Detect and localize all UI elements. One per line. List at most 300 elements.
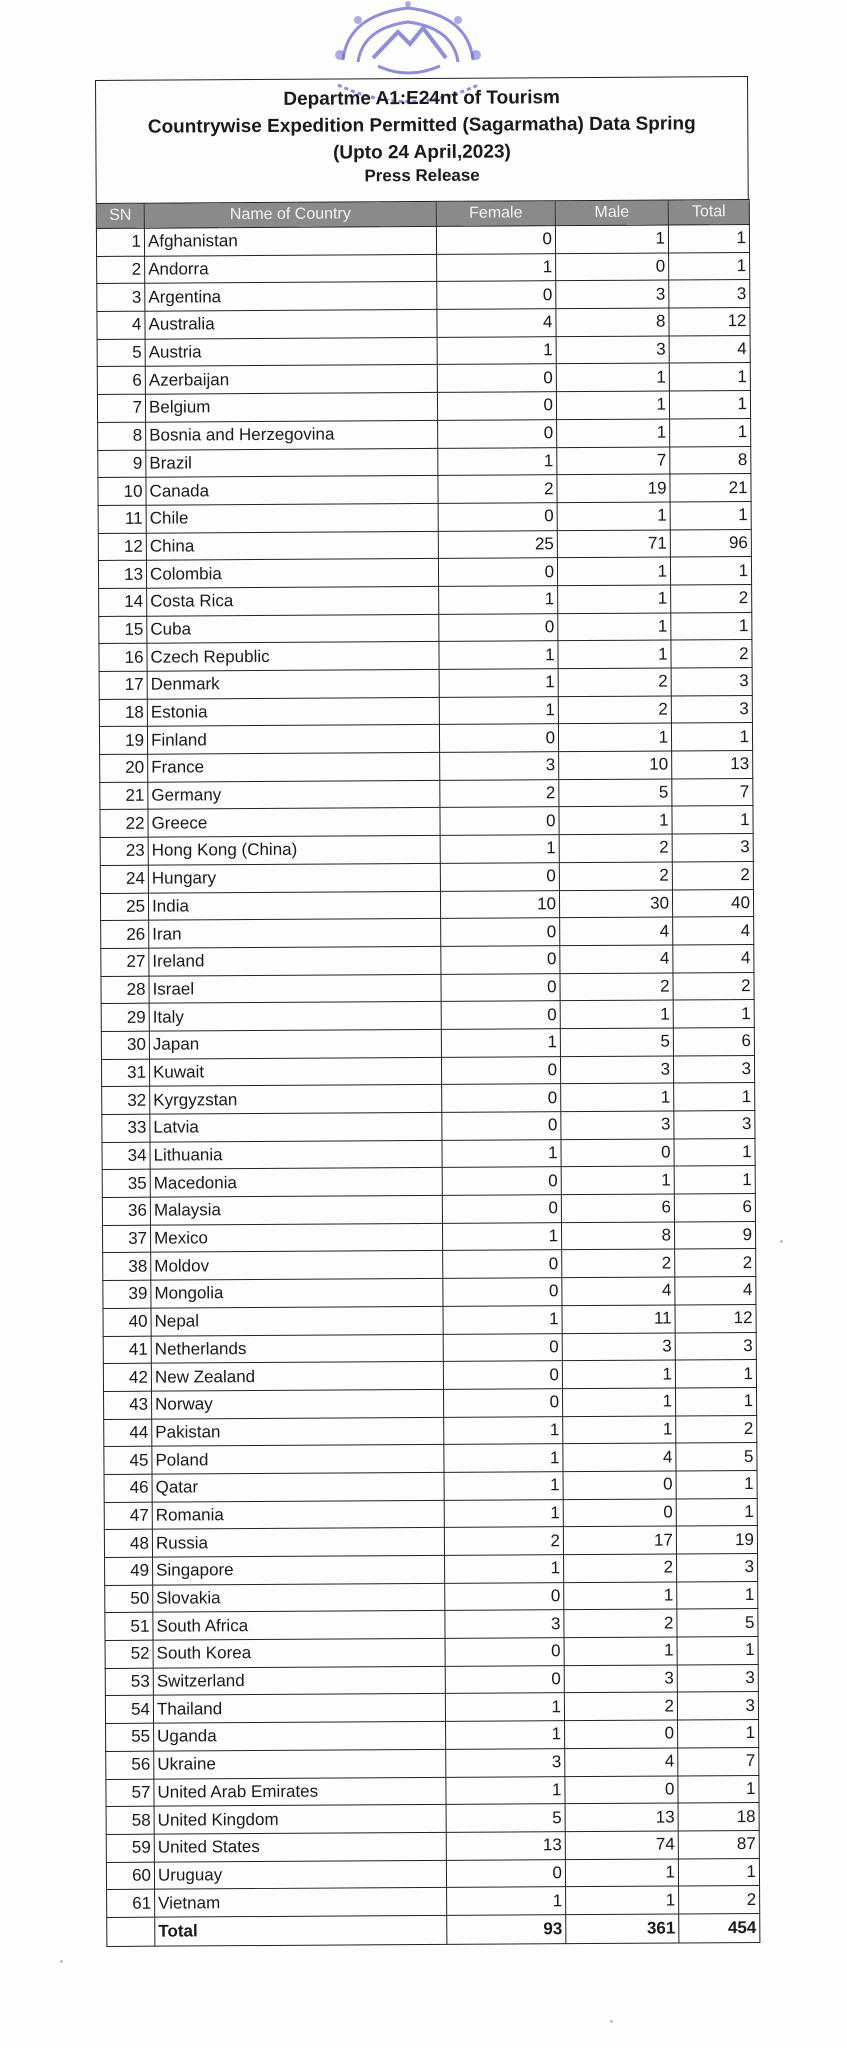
table-row xyxy=(97,252,750,284)
row-country: Australia xyxy=(145,309,437,338)
table-row xyxy=(99,695,752,727)
row-male: 2 xyxy=(564,1554,677,1582)
row-total: 5 xyxy=(677,1609,758,1637)
press-release-sheet xyxy=(95,76,759,1947)
row-female: 0 xyxy=(437,281,556,309)
row-female: 3 xyxy=(440,752,559,780)
row-total: 1 xyxy=(678,1720,759,1748)
table-row xyxy=(102,1110,755,1142)
table-row xyxy=(106,1803,759,1835)
row-total: 1 xyxy=(669,391,750,419)
row-country: Denmark xyxy=(147,669,439,698)
row-sn: 61 xyxy=(107,1889,155,1917)
table-row xyxy=(103,1277,756,1309)
table-row xyxy=(98,501,751,533)
row-total: 1 xyxy=(671,723,752,751)
department-title: Departme A1:E24nt of Tourism xyxy=(283,87,560,110)
row-country: Italy xyxy=(149,1002,441,1031)
row-female: 0 xyxy=(446,1859,565,1887)
row-male: 74 xyxy=(565,1831,678,1859)
row-female: 1 xyxy=(447,1887,566,1915)
row-male: 2 xyxy=(559,862,672,890)
row-male: 1 xyxy=(555,225,668,253)
row-female: 1 xyxy=(441,1029,560,1057)
row-total: 1 xyxy=(677,1637,758,1665)
row-sn: 29 xyxy=(101,1003,149,1031)
row-country: Germany xyxy=(148,780,440,809)
row-female: 0 xyxy=(444,1389,563,1417)
row-female: 1 xyxy=(446,1721,565,1749)
row-male: 1 xyxy=(558,613,671,641)
table-row xyxy=(99,667,752,699)
table-row xyxy=(102,1138,755,1170)
row-total: 1 xyxy=(670,557,751,585)
row-country: Macedonia xyxy=(150,1168,442,1197)
row-country: Vietnam xyxy=(155,1888,447,1917)
row-country: Malaysia xyxy=(150,1195,442,1224)
column-header-male: Male xyxy=(555,200,668,226)
row-female: 0 xyxy=(441,1056,560,1084)
row-sn: 15 xyxy=(99,616,147,644)
row-sn: 26 xyxy=(101,920,149,948)
row-male: 1 xyxy=(566,1886,679,1914)
row-female: 0 xyxy=(445,1638,564,1666)
row-country: United States xyxy=(154,1832,446,1861)
row-sn: 41 xyxy=(103,1336,151,1364)
row-total: 96 xyxy=(670,529,751,557)
row-sn: 10 xyxy=(98,477,146,505)
row-total: 3 xyxy=(674,1110,755,1138)
row-female: 5 xyxy=(446,1804,565,1832)
table-row xyxy=(100,834,753,866)
row-female: 1 xyxy=(445,1693,564,1721)
row-male: 8 xyxy=(556,308,669,336)
row-male: 3 xyxy=(560,1056,673,1084)
document-header xyxy=(95,76,749,203)
row-country: Colombia xyxy=(146,559,438,588)
row-male: 6 xyxy=(561,1194,674,1222)
row-sn: 17 xyxy=(99,671,147,699)
row-female: 0 xyxy=(443,1361,562,1389)
row-male: 2 xyxy=(558,696,671,724)
table-row xyxy=(103,1332,756,1364)
row-female: 1 xyxy=(444,1444,563,1472)
table-row xyxy=(106,1775,759,1807)
row-female: 1 xyxy=(444,1416,563,1444)
row-sn: 20 xyxy=(100,754,148,782)
table-row xyxy=(99,723,752,755)
row-male: 0 xyxy=(556,253,669,281)
row-female: 0 xyxy=(442,1084,561,1112)
row-country: South Africa xyxy=(153,1611,445,1640)
row-sn: 43 xyxy=(104,1391,152,1419)
total-male: 361 xyxy=(566,1914,679,1944)
table-row xyxy=(99,640,752,672)
row-female: 1 xyxy=(440,835,559,863)
row-sn: 4 xyxy=(97,311,145,339)
row-total: 1 xyxy=(675,1360,756,1388)
row-total: 2 xyxy=(672,861,753,889)
table-row xyxy=(106,1830,759,1862)
row-sn: 22 xyxy=(100,810,148,838)
row-country: Czech Republic xyxy=(147,642,439,671)
row-total: 1 xyxy=(672,806,753,834)
row-sn: 59 xyxy=(106,1834,154,1862)
row-sn: 7 xyxy=(97,394,145,422)
table-row xyxy=(105,1609,758,1641)
row-country: Russia xyxy=(152,1528,444,1557)
row-sn: 19 xyxy=(99,727,147,755)
table-row xyxy=(97,280,750,312)
row-country: Nepal xyxy=(151,1306,443,1335)
row-female: 0 xyxy=(441,973,560,1001)
row-sn: 50 xyxy=(105,1585,153,1613)
row-female: 1 xyxy=(437,336,556,364)
row-male: 4 xyxy=(560,917,673,945)
row-male: 3 xyxy=(562,1332,675,1360)
row-sn: 39 xyxy=(103,1280,151,1308)
row-sn: 47 xyxy=(104,1502,152,1530)
row-sn: 35 xyxy=(102,1170,150,1198)
table-row xyxy=(101,944,754,976)
row-country: China xyxy=(146,531,438,560)
row-sn: 51 xyxy=(105,1613,153,1641)
row-total: 3 xyxy=(677,1692,758,1720)
row-female: 1 xyxy=(439,669,558,697)
paper-speck xyxy=(60,1960,63,1963)
row-sn: 42 xyxy=(103,1363,151,1391)
row-country: Romania xyxy=(152,1500,444,1529)
row-female: 2 xyxy=(438,475,557,503)
row-total: 7 xyxy=(678,1747,759,1775)
row-total: 12 xyxy=(669,308,750,336)
table-row xyxy=(106,1720,759,1752)
report-date: (Upto 24 April,2023) xyxy=(333,141,511,164)
row-female: 0 xyxy=(437,392,556,420)
row-country: Iran xyxy=(149,919,441,948)
row-sn: 9 xyxy=(98,450,146,478)
row-male: 1 xyxy=(563,1416,676,1444)
row-female: 3 xyxy=(445,1610,564,1638)
row-country: Kuwait xyxy=(149,1057,441,1086)
row-sn: 38 xyxy=(103,1253,151,1281)
row-male: 3 xyxy=(561,1111,674,1139)
row-country: Hong Kong (China) xyxy=(148,836,440,865)
total-female: 93 xyxy=(447,1915,566,1945)
row-country: United Arab Emirates xyxy=(154,1777,446,1806)
row-sn: 21 xyxy=(100,782,148,810)
row-male: 2 xyxy=(559,834,672,862)
row-total: 1 xyxy=(670,501,751,529)
row-sn: 1 xyxy=(96,228,144,256)
row-total: 1 xyxy=(669,363,750,391)
row-female: 1 xyxy=(439,641,558,669)
row-country: Costa Rica xyxy=(147,586,439,615)
row-country: Slovakia xyxy=(153,1583,445,1612)
row-male: 1 xyxy=(561,1166,674,1194)
row-sn: 48 xyxy=(104,1529,152,1557)
row-total: 8 xyxy=(670,446,751,474)
row-total: 3 xyxy=(672,834,753,862)
table-row xyxy=(97,391,750,423)
table-row xyxy=(106,1747,759,1779)
row-country: South Korea xyxy=(153,1638,445,1667)
row-total: 3 xyxy=(675,1332,756,1360)
row-female: 0 xyxy=(445,1582,564,1610)
row-female: 0 xyxy=(442,1195,561,1223)
row-female: 1 xyxy=(442,1139,561,1167)
row-total: 3 xyxy=(671,667,752,695)
row-sn: 40 xyxy=(103,1308,151,1336)
row-country: Singapore xyxy=(153,1555,445,1584)
row-country: Switzerland xyxy=(153,1666,445,1695)
row-total: 1 xyxy=(674,1138,755,1166)
row-sn: 16 xyxy=(99,644,147,672)
row-sn: 46 xyxy=(104,1474,152,1502)
row-male: 2 xyxy=(564,1609,677,1637)
row-total: 2 xyxy=(671,640,752,668)
row-country: Belgium xyxy=(145,393,437,422)
table-row xyxy=(98,529,751,561)
row-total: 21 xyxy=(670,474,751,502)
row-total: 1 xyxy=(676,1387,757,1415)
row-country: New Zealand xyxy=(151,1362,443,1391)
row-country: Brazil xyxy=(146,448,438,477)
row-male: 0 xyxy=(565,1775,678,1803)
row-male: 4 xyxy=(562,1277,675,1305)
row-male: 0 xyxy=(563,1471,676,1499)
table-row xyxy=(101,1027,754,1059)
row-country: Hungary xyxy=(148,863,440,892)
row-male: 13 xyxy=(565,1803,678,1831)
row-sn: 49 xyxy=(105,1557,153,1585)
row-total: 1 xyxy=(670,418,751,446)
table-row xyxy=(102,1083,755,1115)
row-total: 1 xyxy=(677,1581,758,1609)
table-row xyxy=(101,972,754,1004)
row-sn: 25 xyxy=(100,893,148,921)
row-country: Canada xyxy=(146,476,438,505)
row-country: France xyxy=(148,752,440,781)
row-sn: 11 xyxy=(98,505,146,533)
row-country: Chile xyxy=(146,503,438,532)
row-total: 4 xyxy=(673,917,754,945)
row-sn: 24 xyxy=(100,865,148,893)
row-total: 3 xyxy=(673,1055,754,1083)
row-total: 2 xyxy=(675,1249,756,1277)
row-male: 1 xyxy=(558,640,671,668)
row-male: 1 xyxy=(556,363,669,391)
row-sn: 58 xyxy=(106,1806,154,1834)
row-country: Austria xyxy=(145,337,437,366)
table-row xyxy=(100,806,753,838)
row-male: 1 xyxy=(561,1083,674,1111)
row-female: 2 xyxy=(444,1527,563,1555)
row-male: 1 xyxy=(557,557,670,585)
row-total: 1 xyxy=(678,1858,759,1886)
row-country: Uganda xyxy=(154,1722,446,1751)
row-country: Estonia xyxy=(147,697,439,726)
row-female: 1 xyxy=(439,696,558,724)
table-row xyxy=(104,1443,757,1475)
row-sn: 6 xyxy=(97,367,145,395)
row-male: 0 xyxy=(565,1720,678,1748)
row-male: 30 xyxy=(559,889,672,917)
row-female: 4 xyxy=(437,309,556,337)
row-female: 0 xyxy=(438,503,557,531)
row-female: 0 xyxy=(442,1112,561,1140)
table-row xyxy=(104,1415,757,1447)
row-female: 0 xyxy=(439,613,558,641)
row-total: 18 xyxy=(678,1803,759,1831)
expedition-table xyxy=(96,199,761,1947)
row-sn: 27 xyxy=(101,948,149,976)
row-male: 5 xyxy=(559,779,672,807)
row-male: 1 xyxy=(558,723,671,751)
row-total: 2 xyxy=(679,1886,760,1914)
row-sn: 5 xyxy=(97,339,145,367)
row-female: 10 xyxy=(440,890,559,918)
row-female: 25 xyxy=(438,530,557,558)
table-row xyxy=(107,1886,760,1918)
row-male: 3 xyxy=(556,280,669,308)
row-male: 1 xyxy=(557,502,670,530)
row-male: 1 xyxy=(564,1637,677,1665)
row-female: 1 xyxy=(437,253,556,281)
row-total: 1 xyxy=(668,225,749,253)
row-female: 1 xyxy=(444,1472,563,1500)
table-row xyxy=(104,1526,757,1558)
row-country: Norway xyxy=(152,1389,444,1418)
row-female: 0 xyxy=(442,1167,561,1195)
row-female: 0 xyxy=(441,918,560,946)
row-female: 0 xyxy=(436,226,555,254)
table-row xyxy=(97,308,750,340)
row-female: 0 xyxy=(438,419,557,447)
row-country: Latvia xyxy=(150,1112,442,1141)
row-total: 1 xyxy=(678,1775,759,1803)
row-country: Kyrgyzstan xyxy=(150,1085,442,1114)
row-country: Uruguay xyxy=(154,1860,446,1889)
table-row xyxy=(100,889,753,921)
row-female: 1 xyxy=(442,1222,561,1250)
row-female: 1 xyxy=(438,447,557,475)
table-row xyxy=(105,1581,758,1613)
table-row xyxy=(105,1664,758,1696)
row-country: Netherlands xyxy=(151,1334,443,1363)
table-row xyxy=(99,612,752,644)
row-sn: 23 xyxy=(100,837,148,865)
table-row xyxy=(98,418,751,450)
table-row xyxy=(98,474,751,506)
table-row xyxy=(105,1637,758,1669)
row-sn: 53 xyxy=(105,1668,153,1696)
row-total: 3 xyxy=(669,280,750,308)
row-country: Israel xyxy=(149,974,441,1003)
report-title: Countrywise Expedition Permitted (Sagarmatha) Data Spring xyxy=(147,113,696,138)
row-sn: 60 xyxy=(106,1862,154,1890)
table-row xyxy=(97,335,750,367)
row-male: 7 xyxy=(557,446,670,474)
row-country: Mexico xyxy=(150,1223,442,1252)
row-male: 1 xyxy=(556,391,669,419)
row-female: 2 xyxy=(440,779,559,807)
row-sn: 54 xyxy=(105,1696,153,1724)
row-female: 0 xyxy=(443,1333,562,1361)
row-total: 87 xyxy=(678,1830,759,1858)
row-sn: 55 xyxy=(106,1723,154,1751)
row-total: 2 xyxy=(676,1415,757,1443)
row-total: 2 xyxy=(673,972,754,1000)
row-male: 1 xyxy=(558,585,671,613)
table-row xyxy=(104,1498,757,1530)
table-row xyxy=(101,1000,754,1032)
column-header-female: Female xyxy=(436,201,555,227)
table-row xyxy=(105,1553,758,1585)
row-female: 0 xyxy=(441,946,560,974)
row-country: Moldov xyxy=(151,1251,443,1280)
column-header-total: Total xyxy=(668,200,749,225)
row-country: Andorra xyxy=(145,254,437,283)
total-total: 454 xyxy=(679,1913,760,1942)
press-release-label: Press Release xyxy=(364,165,480,186)
row-male: 2 xyxy=(560,973,673,1001)
row-total: 4 xyxy=(669,335,750,363)
row-male: 2 xyxy=(558,668,671,696)
row-sn: 18 xyxy=(99,699,147,727)
row-total: 1 xyxy=(676,1470,757,1498)
table-row xyxy=(103,1249,756,1281)
row-country: Ireland xyxy=(149,946,441,975)
paper-speck xyxy=(780,1240,783,1243)
table-row xyxy=(101,917,754,949)
table-row xyxy=(100,861,753,893)
table-row xyxy=(98,446,751,478)
row-female: 0 xyxy=(438,558,557,586)
table-row xyxy=(100,778,753,810)
row-male: 11 xyxy=(562,1305,675,1333)
row-female: 0 xyxy=(443,1250,562,1278)
row-female: 1 xyxy=(439,586,558,614)
row-total: 2 xyxy=(671,584,752,612)
row-male: 2 xyxy=(564,1692,677,1720)
row-male: 1 xyxy=(559,806,672,834)
row-male: 5 xyxy=(560,1028,673,1056)
row-country: Lithuania xyxy=(150,1140,442,1169)
row-total: 13 xyxy=(672,751,753,779)
row-female: 0 xyxy=(441,1001,560,1029)
row-female: 13 xyxy=(446,1832,565,1860)
row-female: 0 xyxy=(440,862,559,890)
row-male: 1 xyxy=(560,1000,673,1028)
row-country: Argentina xyxy=(145,282,437,311)
row-country: United Kingdom xyxy=(154,1805,446,1834)
row-total: 7 xyxy=(672,778,753,806)
row-total: 3 xyxy=(677,1553,758,1581)
total-label: Total xyxy=(155,1915,447,1946)
row-total: 6 xyxy=(674,1194,755,1222)
table-row xyxy=(97,363,750,395)
row-country: India xyxy=(148,891,440,920)
table-row xyxy=(98,557,751,589)
table-row xyxy=(101,1055,754,1087)
paper-speck xyxy=(610,2020,613,2023)
row-country: Ukraine xyxy=(154,1749,446,1778)
row-sn: 3 xyxy=(97,284,145,312)
row-country: Qatar xyxy=(152,1472,444,1501)
row-male: 17 xyxy=(563,1526,676,1554)
row-female: 1 xyxy=(444,1499,563,1527)
